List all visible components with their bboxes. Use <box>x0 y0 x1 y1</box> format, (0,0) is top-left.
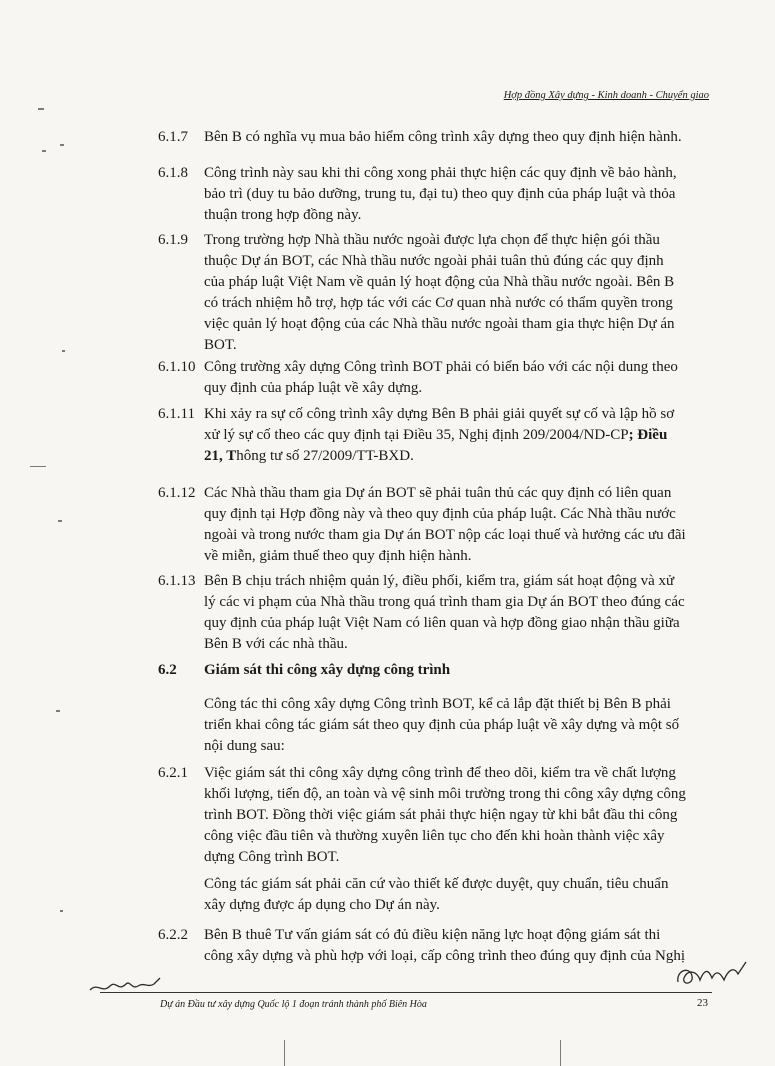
clause-line: Công trình này sau khi thi công xong phải thực hiện các quy định về bảo hành, <box>204 165 677 181</box>
clause-line: quy định của pháp luật Việt Nam có liên quan và hợp đồng giao nhận thầu giữa <box>204 615 680 631</box>
section-number: 6.2 <box>158 662 177 678</box>
clause-text: xử lý sự cố theo các quy định tại Điều 35, Nghị định 209/2004/ND-CP <box>204 427 629 443</box>
initials-signature-left <box>88 972 168 998</box>
clause-line: dựng Công trình BOT. <box>204 849 340 865</box>
clause-line: Các Nhà thầu tham gia Dự án BOT sẽ phải tuân thủ các quy định có liên quan <box>204 485 672 501</box>
initials-signature-right <box>672 958 752 990</box>
clause-number: 6.1.10 <box>158 359 196 375</box>
clause-line: quy định tại Hợp đồng này và theo quy định của pháp luật. Các Nhà thầu nước <box>204 506 676 522</box>
clause-line: việc quản lý hoạt động của các Nhà thầu nước ngoài tham gia thực hiện Dự án <box>204 316 675 332</box>
clause-line: công xây dựng và phù hợp với loại, cấp công trình theo đúng quy định của Nghị <box>204 948 685 964</box>
clause-line: công việc đầu tiên và thường xuyên liên tục cho đến khi hoàn thành việc xây <box>204 828 665 844</box>
clause-number: 6.1.7 <box>158 129 188 145</box>
scan-mark <box>60 144 64 146</box>
clause-bold-text: 21, T <box>204 448 237 464</box>
clause-line: Công tác giám sát phải căn cứ vào thiết kế được duyệt, quy chuẩn, tiêu chuẩn <box>204 876 669 892</box>
page-number: 23 <box>697 997 708 1009</box>
footer-project-name: Dự án Đầu tư xây dựng Quốc lộ 1 đoạn tránh thành phố Biên Hòa <box>160 999 427 1010</box>
clause-text: hông tư số 27/2009/TT-BXD. <box>236 448 414 464</box>
clause-number: 6.1.9 <box>158 232 188 248</box>
clause-line: Trong trường hợp Nhà thầu nước ngoài được lựa chọn để thực hiện gói thầu <box>204 232 660 248</box>
clause-line <box>204 446 704 467</box>
scan-mark <box>38 108 44 110</box>
clause-line: Việc giám sát thi công xây dựng công trình để theo dõi, kiểm tra về chất lượng <box>204 765 676 781</box>
clause-line <box>204 425 704 446</box>
clause-line: xây dựng được áp dụng cho Dự án này. <box>204 897 440 913</box>
clause-line: BOT. <box>204 337 237 353</box>
clause-line: ngoài và trong nước tham gia Dự án BOT nộp các loại thuế và hưởng các ưu đãi <box>204 527 686 543</box>
scan-mark <box>560 1040 561 1066</box>
clause-line: có trách nhiệm hỗ trợ, hợp tác với các Cơ quan nhà nước có thẩm quyền trong <box>204 295 673 311</box>
clause-line: khối lượng, tiến độ, an toàn và vệ sinh môi trường trong thi công xây dựng công <box>204 786 686 802</box>
clause-number: 6.1.13 <box>158 573 196 589</box>
section-title: Giám sát thi công xây dựng công trình <box>204 662 451 678</box>
intro-line: triển khai công tác giám sát theo quy định của pháp luật về xây dựng và một số <box>204 717 680 733</box>
scan-mark <box>62 350 65 352</box>
clause-number: 6.2.1 <box>158 765 188 781</box>
clause-line: của pháp luật Việt Nam về quản lý hoạt động của Nhà thầu nước ngoài. Bên B <box>204 274 675 290</box>
scan-mark <box>42 150 46 152</box>
clause-number: 6.1.11 <box>158 406 195 422</box>
footer-divider <box>100 992 712 993</box>
scan-mark <box>284 1040 285 1066</box>
scan-mark <box>30 466 46 467</box>
intro-line: nội dung sau: <box>204 738 285 754</box>
clause-line: quy định của pháp luật về xây dựng. <box>204 380 423 396</box>
clause-line: thuận trong hợp đồng này. <box>204 207 362 223</box>
clause-line: Công trường xây dựng Công trình BOT phải có biển báo với các nội dung theo <box>204 359 678 375</box>
clause-bold-text: ; Điều <box>628 427 668 443</box>
clause-line: Khi xảy ra sự cố công trình xây dựng Bên B phải giải quyết sự cố và lập hồ sơ <box>204 406 675 422</box>
clause-number: 6.1.8 <box>158 165 188 181</box>
clause-line: Bên B chịu trách nhiệm quản lý, điều phối, kiểm tra, giám sát hoạt động và xử <box>204 573 675 589</box>
clause-line: thuộc Dự án BOT, các Nhà thầu nước ngoài phải tuân thủ đúng các quy định <box>204 253 664 269</box>
clause-line: trình BOT. Đồng thời việc giám sát phải thực hiện ngay từ khi bắt đầu thi công <box>204 807 678 823</box>
clause-line: bảo trì (duy tu bảo dưỡng, trung tu, đại tu) theo quy định của pháp luật và thỏa <box>204 186 676 202</box>
clause-number: 6.1.12 <box>158 485 196 501</box>
clause-line: lý các vi phạm của Nhà thầu trong quá trình tham gia Dự án BOT theo đúng các <box>204 594 685 610</box>
clause-line: Bên B thuê Tư vấn giám sát có đủ điều kiện năng lực hoạt động giám sát thi <box>204 927 661 943</box>
clause-number: 6.2.2 <box>158 927 188 943</box>
clause-line: Bên B với các nhà thầu. <box>204 636 348 652</box>
clause-line: Bên B có nghĩa vụ mua bảo hiểm công trình xây dựng theo quy định hiện hành. <box>204 129 682 145</box>
clause-line: về miễn, giảm thuế theo quy định hiện hành. <box>204 548 472 564</box>
scan-mark <box>58 520 62 522</box>
page-header: Hợp đồng Xây dựng - Kinh doanh - Chuyển giao <box>503 90 709 101</box>
scan-mark <box>56 710 60 712</box>
intro-line: Công tác thi công xây dựng Công trình BOT, kể cả lắp đặt thiết bị Bên B phải <box>204 696 671 712</box>
scan-mark <box>60 910 63 912</box>
